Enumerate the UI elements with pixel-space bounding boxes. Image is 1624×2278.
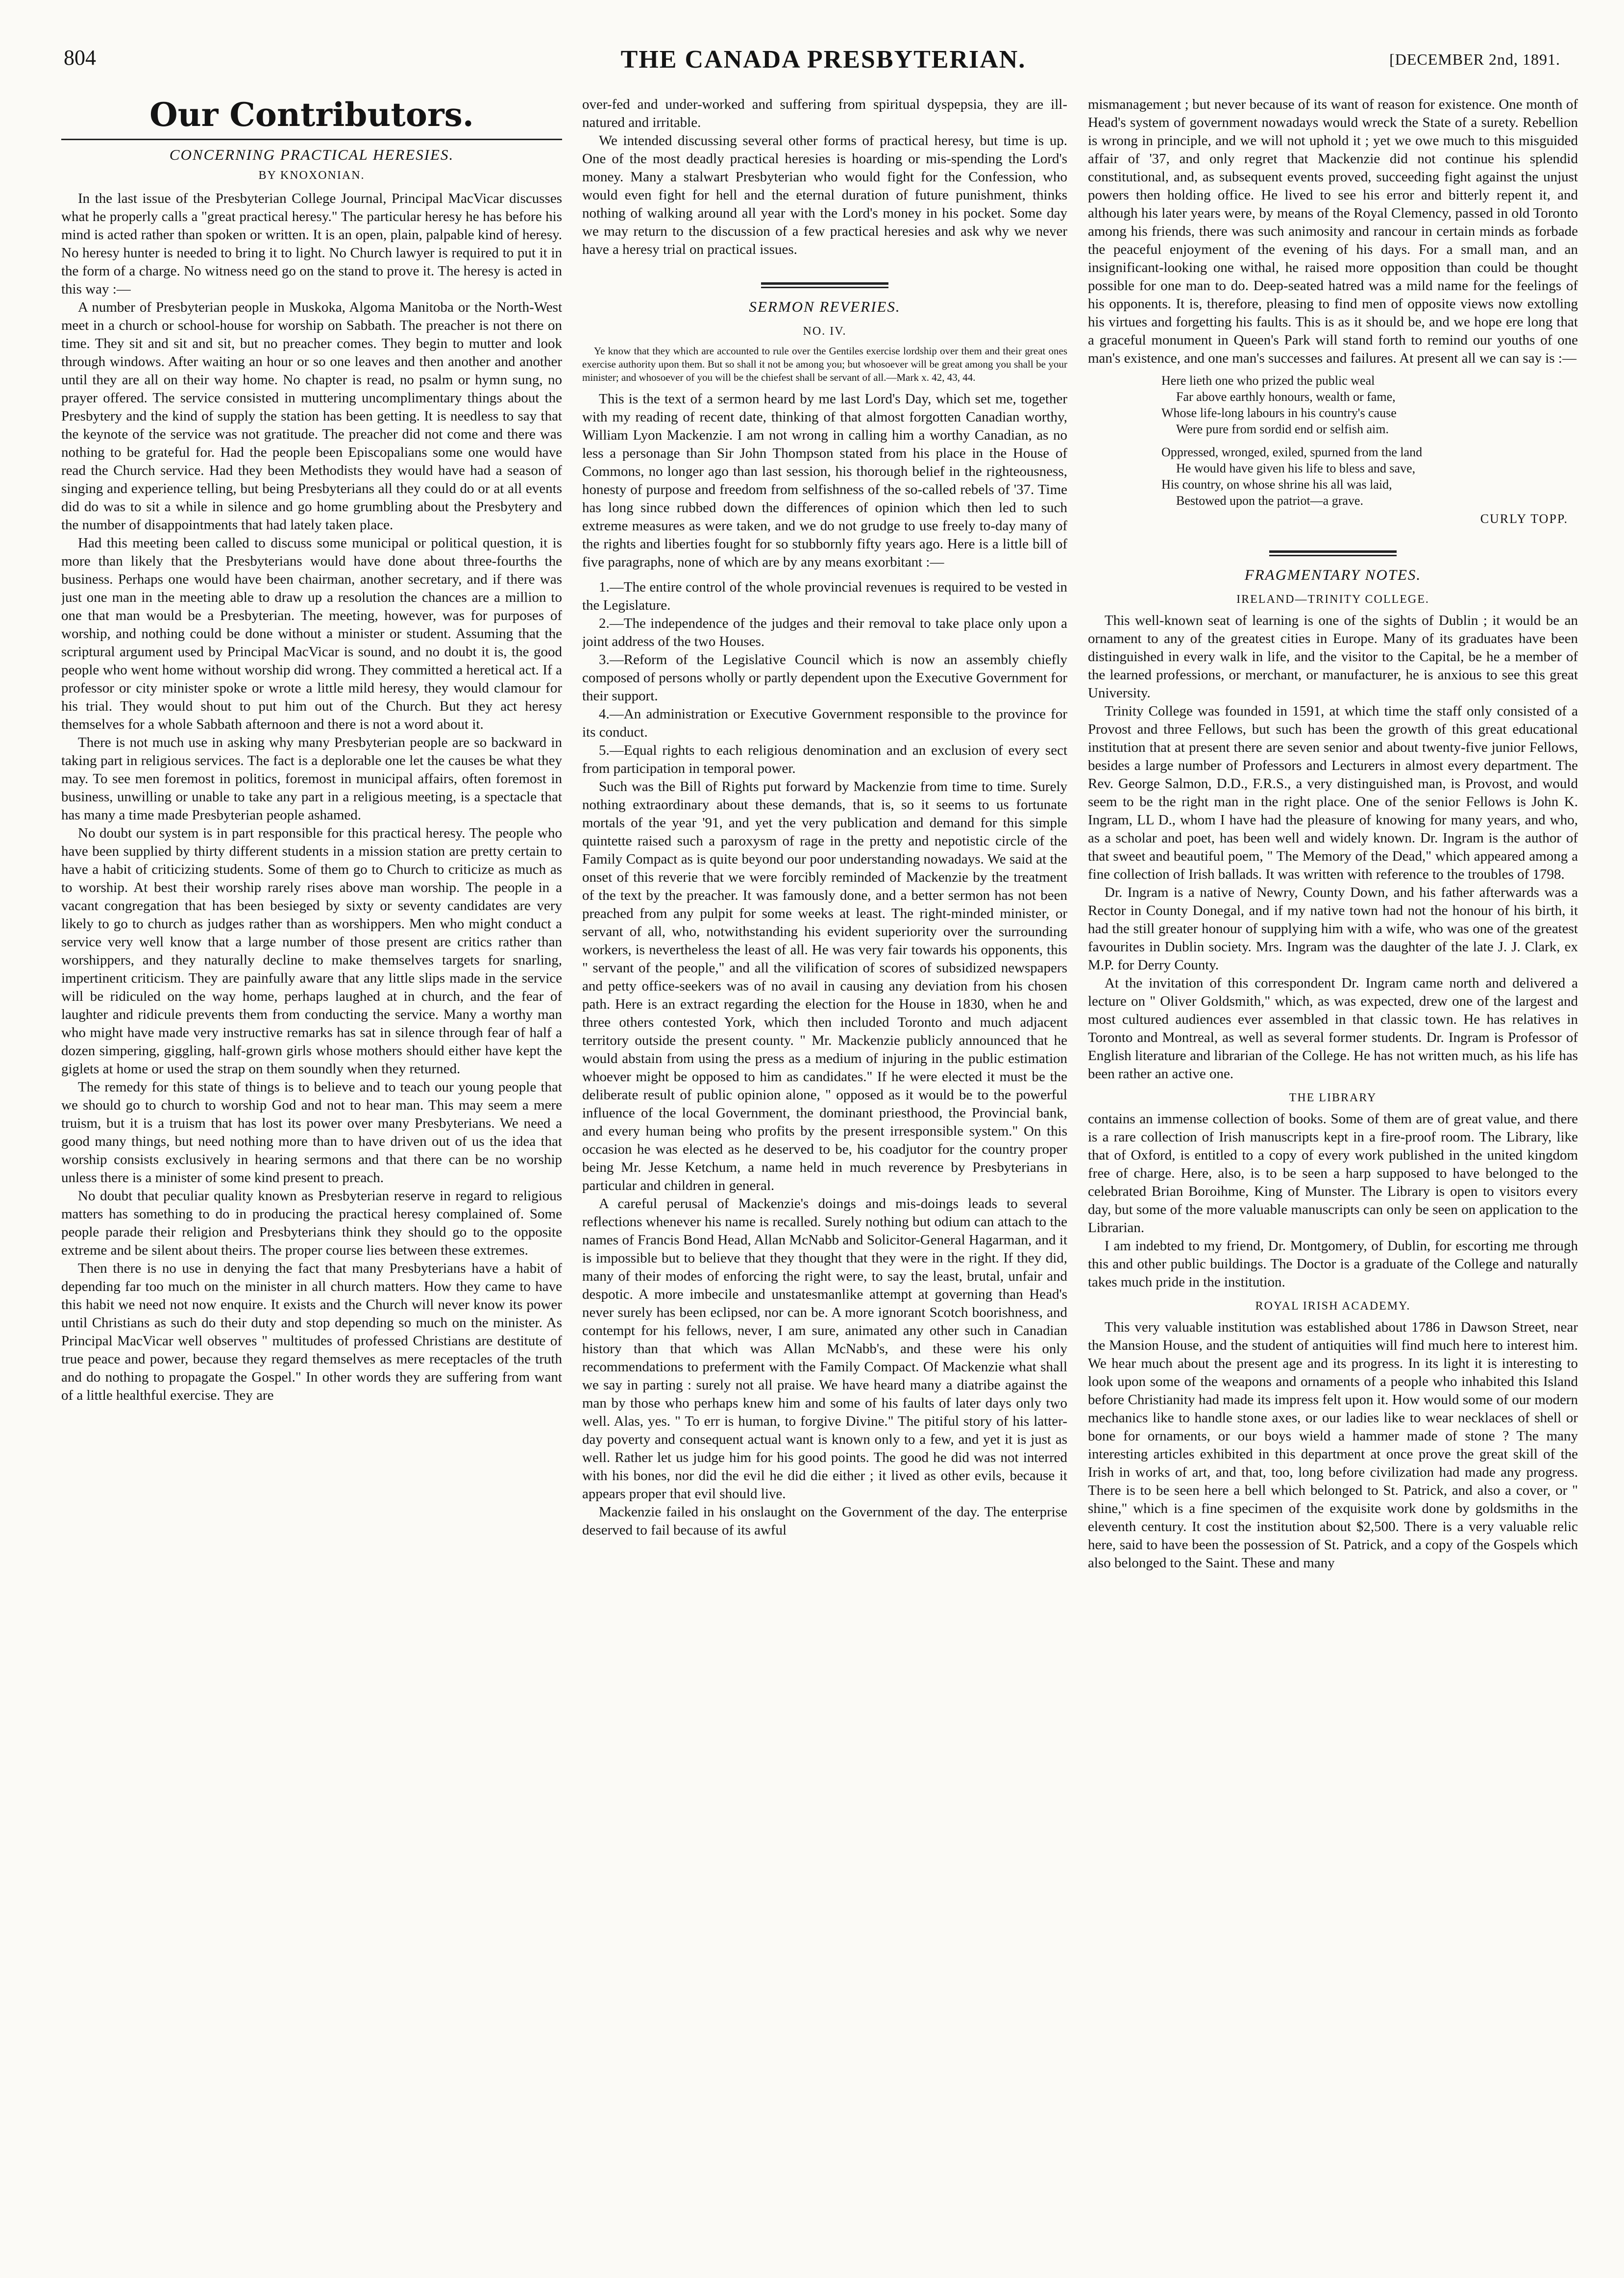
publication-title: THE CANADA PRESBYTERIAN. — [620, 46, 1026, 74]
article-heading: CONCERNING PRACTICAL HERESIES. — [169, 146, 454, 163]
article-subheading: NO. IV. — [803, 325, 847, 338]
paragraph: Such was the Bill of Rights put forward by Mackenzie from time to time. Surely nothing extraordinary about these demands, that is, so it seems to us fortunate mortals of the year '91, and yet the very publication and demand for this simple quintette raised such a paroxysm of rage in the pretty and nepotistic circle of the Family Compact as is quite beyond our poor understanding nowadays. We said at the onset of this reverie that we were forcibly reminded of Mackenzie by the treatment of the text by the preacher. It was famously done, and a better sermon has not been preached from any pulpit for some weeks at least. The right-minded minister, or servant of all, who, notwithstanding his evident superiority over the surrounding workers, is nevertheless the least of all. He was very fair towards his opponents, this " servant of the people," and all the vilification of scores of subsidized newspapers and petty office-seekers was of no avail in causing any deviation from his chosen path. Here is an extract regarding the election for the House in 1830, when he and three others contested York, which then included Toronto and much adjacent territory outside the present county. " Mr. Mackenzie publicly announced that he would abstain from using the press as a medium of injuring in the public estimation whoever might be opposed to him as candidates." If he were elected it must be the deliberate result of public opinion alone, " opposed as it would be to the powerful influence of the local Government, the dominant priesthood, the Provincial bank, and every human being who profits by the present irresponsible system." On this occasion he was elected as he deserved to be, his coadjutor for the country proper being Mr. Jesse Ketchum, a name held in much reverence by Presbyterians in particular and children in general. — [582, 779, 1067, 1193]
paragraph: This is the text of a sermon heard by me last Lord's Day, which set me, together with my reading of recent date, thinking of that almost forgotten Canadian worthy, William Lyon Mackenzie. I am not wrong in calling him a worthy Canadian, as no less a personage than Sir John Thompson stated from his place in the House of Commons, no longer ago than last session, his thorough belief in the righteousness, honesty of purpose and freedom from selfishness of the so-called rebels of '37. Time has long since rubbed down the differences of opinion which then led to such extreme measures as were taken, and we do not grudge to use freely to-day many of the rights and liberties fought for so stubbornly fifty years ago. Here is a little bill of five paragraphs, none of which are by any means exorbitant :— — [582, 391, 1067, 570]
bill-item: 2.—The independence of the judges and their removal to take place only upon a joint address of the two Houses. — [582, 616, 1067, 649]
paragraph: Trinity College was founded in 1591, at which time the staff only consisted of a Provost and three Fellows, but such has been the growth of this great educational institution that at present there are seven senior and about twenty-five junior Fellows, besides a large number of Professors and Lecturers in almost every department. The Rev. George Salmon, D.D., F.R.S., a very distinguished man, is Provost, and would seem to be the right man in the right place. One of the senior Fellows is John K. Ingram, LL D., whom I have had the pleasure of knowing for many years, and who, as a scholar and poet, has been well and widely known. Dr. Ingram is the author of that sweet and beautiful poem, " The Memory of the Dead," which appeared among a fine collection of Irish ballads. It was written with reference to the troubles of 1798. — [1088, 703, 1578, 882]
paragraph: There is not much use in asking why many Presbyterian people are so backward in taking part in religious services. The fact is a deplorable one let the causes be what they may. To see men foremost in politics, foremost in municipal affairs, often foremost in business, unwilling or unable to take any part in a religious meeting, is a spectacle that has many a time made Presbyterian people ashamed. — [61, 735, 562, 823]
article-heading: SERMON REVERIES. — [749, 298, 901, 315]
paragraph: In the last issue of the Presbyterian College Journal, Principal MacVicar discusses what he properly calls a "great practical heresy." The particular heresy he has before his mind is acted rather than spoken or written. It is an open, plain, palpable kind of heresy. No heresy hunter is needed to bring it to light. No Church lawyer is required to put it in the form of a charge. No witness need go on the stand to prove it. The heresy is acted in this way :— — [61, 191, 562, 297]
paragraph: A careful perusal of Mackenzie's doings and mis-doings leads to several reflections whenever his name is recalled. Surely nothing but odium can attach to the names of Francis Bond Head, Allan McNabb and Solicitor-General Hagarman, and it is impossible but to believe that they thought that they were in the right. If they did, many of their modes of enforcing the right were, to say the least, brutal, unfair and despotic. A more imbecile and unstatesmanlike attempt at governing than Head's never surely has been eclipsed, nor can be. A more ignorant Scotch boorishness, and contempt for his fellows, never, I am sure, animated any other such in Canadian history than that which was Allan McNabb's, and these were his only recommendations to preferment with the Family Compact. Of Mackenzie what shall we say in parting : surely not all praise. We have heard many a diatribe against the man by those who perhaps knew him and some of his faults of later days only two well. Alas, yes. " To err is human, to forgive Divine." The pitiful story of his latter-day poverty and consequent actual want is known only to a few, and yet it is just as well. Rather let us judge him for his good points. The good he did was not interred with his bones, nor did the evil he did die either ; it lived as other evils, because it appears proper that evil should live. — [582, 1196, 1067, 1502]
poem-line: His country, on whose shrine his all was laid, — [1161, 477, 1392, 492]
poem-line: Oppressed, wronged, exiled, spurned from the land — [1161, 445, 1423, 459]
poem-line: Whose life-long labours in his country's cause — [1161, 406, 1397, 420]
paragraph: Then there is no use in denying the fact that many Presbyterians have a habit of depending far too much on the minister in all church matters. How they came to have this habit we need not now enquire. It exists and the Church will never know its power until Christians as such do their duty and stop depending so much on the minister. As Principal MacVicar well observes " multitudes of professed Christians are destitute of true peace and power, because they regard themselves as mere receptacles of the truth and do nothing to propagate the Gospel." In other words they are suffering from want of a little healthful exercise. They are — [61, 1261, 562, 1403]
poem-line: Were pure from sordid end or selfish aim. — [1176, 422, 1389, 436]
scripture-epigraph: Ye know that they which are accounted to rule over the Gentiles exercise lordship over them and their great ones exercise authority upon them. But so shall it not be among you; but whosoever will be great among you shall be your minister; and whosoever of you will be the chiefest shall be servant of all.—Mark x. 42, 43, 44. — [582, 345, 1067, 383]
article-heading: FRAGMENTARY NOTES. — [1244, 566, 1422, 583]
byline: BY KNOXONIAN. — [258, 169, 365, 182]
section-title: ROYAL IRISH ACADEMY. — [1255, 1300, 1411, 1312]
bill-item: 3.—Reform of the Legislative Council which is now an assembly chiefly composed of persons wholly or partly dependent upon the Executive Government for their support. — [582, 652, 1067, 704]
column-2 — [582, 96, 1067, 2262]
section-divider — [1269, 550, 1397, 556]
divider — [61, 139, 562, 140]
section-divider — [761, 282, 888, 288]
paragraph: No doubt our system is in part responsible for this practical heresy. The people who have been supplied by thirty different students in a mission station are pretty certain to have a habit of criticizing students. Some of them go to Church to criticize as much as to worship. At best their worship rarely rises above man worship. The people in a vacant congregation that has been besieged by sixty or seventy candidates are very likely to go to church as judges rather than as worshippers. Men who might conduct a service very well know that a large number of those present are critics rather than worshippers, and they naturally decline to make themselves targets for snarling, impertinent criticism. They are painfully aware that any little slips made in the service will be ridiculed on the way home, perhaps laughed at in church, and the fear of laughter and ridicule prevents them from conducting the service. Many a worthy man who might have made very instructive remarks has sat in silence through fear of half a dozen simpering, giggling, half-grown girls whose mothers should either have kept the giglets at home or used the strap on them soundly when they returned. — [61, 825, 562, 1077]
poem-line: Far above earthly honours, wealth or fame, — [1176, 390, 1396, 404]
poem-line: He would have given his life to bless and save, — [1176, 461, 1416, 475]
poem-line: Here lieth one who prized the public weal — [1161, 373, 1375, 388]
paragraph: mismanagement ; but never because of its want of reason for existence. One month of Head's system of government nowadays would wreck the State of a surety. Rebellion is wrong in principle, and we will not uphold it ; yet we owe much to this misguided affair of '37, and only regret that Mackenzie did not continue his splendid constitutional, and, as subsequent events proved, succeeding fight against the unjust powers then holding office. He lived to see his error and bitterly repent it, and although his later years were, by means of the Royal Clemency, passed in old Toronto among his friends, there was such animosity and rancour in certain minds as forbade the peaceful enjoyment of the evening of his days. For a small man, and an insignificant-looking one withal, he raised more opposition than could be thought possible for one man to do. Deep-seated hatred was a mild name for the feelings of his opponents. It is, therefore, pleasing to find men of opposite views now extolling his virtues and forgetting his faults. This is as it should be, and we hope ere long that a graceful monument in Queen's Park will stand forth to remind our youths of one man's existence, and one man's successes and failures. At present all we can say is :— — [1088, 97, 1578, 366]
paragraph: We intended discussing several other forms of practical heresy, but time is up. One of the most deadly practical heresies is hoarding or mis-spending the Lord's money. Many a stalwart Presbyterian who would fight for the Confession, who would even fight for hell and the eternal duration of future punishment, thinks nothing of walking around all year with the Lord's money in his pocket. Some day we may return to the discussion of a few practical heresies and ask why we never have a heresy trial on practical issues. — [582, 133, 1067, 257]
paragraph: Dr. Ingram is a native of Newry, County Down, and his father afterwards was a Rector in County Donegal, and if my native town had not the honour of his birth, it had the still greater honour of supplying him with a wife, who was one of the greatest favourites in Dublin society. Mrs. Ingram was the daughter of the late J. J. Clark, ex M.P. for Derry County. — [1088, 885, 1578, 973]
section-title: IRELAND—TRINITY COLLEGE. — [1236, 593, 1429, 606]
paragraph: This well-known seat of learning is one of the sights of Dublin ; it would be an ornament to any of the greatest cities in Europe. Many of its graduates have been distinguished in every walk in life, and the visitor to the Capital, be he a member of the learned professions, or merchant, or manufacturer, he is anxious to see this great University. — [1088, 613, 1578, 701]
author-signature: CURLY TOPP. — [1480, 512, 1568, 526]
paragraph: Mackenzie failed in his onslaught on the Government of the day. The enterprise deserved to fail because of its awful — [582, 1504, 1067, 1538]
paragraph: contains an immense collection of books. Some of them are of great value, and there is a rare collection of Irish manuscripts kept in a fire-proof room. The Library, like that of Oxford, is entitled to a copy of every work published in the united kingdom free of charge. Here, also, is to be seen a harp supposed to have belonged to the celebrated Brian Boroihme, King of Munster. The Library is open to visitors every day, but some of the more valuable manuscripts can only be seen on application to the Librarian. — [1088, 1111, 1578, 1236]
page-number: 804 — [64, 46, 96, 70]
poem-line: Bestowed upon the patriot—a grave. — [1176, 494, 1363, 508]
department-heading: Our Contributors. — [149, 96, 474, 134]
paragraph: Had this meeting been called to discuss some municipal or political question, it is more than likely that the Presbyterians would have done about three-fourths the business. Perhaps one would have been chairman, another secretary, and if there was just one man in the meeting able to draw up a resolution the chances are a million to one that man would be a Presbyterian. The meeting, however, was for purposes of worship, and nothing could be done without a minister or student. Assuming that the scriptural argument used by Principal MacVicar is sound, and no doubt it is, the good people who went home without worship did wrong. They committed a heretical act. If a professor or city minister spoke or wrote a little mild heresy, they would clamour for his trial. They would shout to put him out of the Church. But they act heresy themselves for a whole Sabbath afternoon and there is not a word about it. — [61, 535, 562, 732]
paragraph: I am indebted to my friend, Dr. Montgomery, of Dublin, for escorting me through this and other public buildings. The Doctor is a graduate of the College and naturally takes much pride in the institution. — [1088, 1238, 1578, 1290]
paragraph: over-fed and under-worked and suffering from spiritual dyspepsia, they are ill-natured and irritable. — [582, 97, 1067, 130]
column-1 — [61, 96, 562, 2262]
bill-item: 1.—The entire control of the whole provincial revenues is required to be vested in the Legislature. — [582, 579, 1067, 613]
poem — [1088, 372, 1578, 527]
bill-item: 5.—Equal rights to each religious denomination and an exclusion of every sect from participation in temporal power. — [582, 743, 1067, 776]
column-3 — [1088, 96, 1578, 2262]
paragraph: This very valuable institution was established about 1786 in Dawson Street, near the Mansion House, and the student of antiquities will find much here to interest him. We hear much about the present age and its progress. In its light it is interesting to look upon some of the weapons and ornaments of a people who inhabited this Island before Christianity had made its impress felt upon it. How would some of our modern mechanics like to handle stone axes, or our ladies like to wear necklaces of shell or bone for ornaments, or our boys wield a hammer made of stone ? The many interesting articles exhibited in this department at once prove the great skill of the Irish in works of art, and that, too, long before civilization had made any progress. There is to be seen here a bell which belonged to St. Patrick, and also a cover, or " shine," which is a fine specimen of the exquisite work done by goldsmiths in the eleventh century. It cost the institution about $2,500. There is a very valuable relic here, said to have been the possession of St. Patrick, and a copy of the Gospels which also belonged to the Saint. These and many — [1088, 1319, 1578, 1571]
bill-item: 4.—An administration or Executive Government responsible to the province for its conduct. — [582, 706, 1067, 740]
section-title: THE LIBRARY — [1289, 1091, 1377, 1104]
paragraph: A number of Presbyterian people in Muskoka, Algoma Manitoba or the North-West meet in a church or school-house for worship on Sabbath. The preacher is not there on time. They sit and sit and sit, but no preacher comes. They begin to mutter and look through windows. After waiting an hour or so one leaves and then another and another until they are all on their way home. No chapter is read, no psalm or hymn sung, no prayer offered. The service consisted in muttering uncomplimentary things about the Presbytery and the kind of supply the station has been getting. It is needless to say that the keynote of the service was not gratitude. The preacher did not come and there was nothing to be grateful for. Had the people been Episcopalians some one would have read the Church service. Had they been Methodists they would have had a season of singing and experience telling, but being Presbyterians all they could do or at all events did do was to sit a while in silence and go home grumbling about the Presbytery and the number of disappointments that had lately taken place. — [61, 299, 562, 533]
issue-date: [DECEMBER 2nd, 1891. — [1389, 50, 1560, 68]
paragraph: The remedy for this state of things is to believe and to teach our young people that we should go to church to worship God and not to hear man. This may seem a mere truism, but it is a truism that has lost its power over many Presbyterians. We need a good many things, but need nothing more than to have driven out of us the idea that worship consists exclusively in hearing sermons and that there can be no worship unless there is a minister of some kind present to preach. — [61, 1079, 562, 1186]
paragraph: No doubt that peculiar quality known as Presbyterian reserve in regard to religious matters has something to do in producing the practical heresy complained of. Some people parade their religion and Presbyterians think they should go to the opposite extreme and be silent about theirs. The proper course lies between these extremes. — [61, 1188, 562, 1258]
paragraph: At the invitation of this correspondent Dr. Ingram came north and delivered a lecture on " Oliver Goldsmith," which, as was expected, drew one of the largest and most cultured audiences ever assembled in that classic town. He has relatives in Toronto and Montreal, as well as several former students. Dr. Ingram is Professor of English literature and librarian of the College. He has not written much, as his life has been rather an active one. — [1088, 975, 1578, 1082]
